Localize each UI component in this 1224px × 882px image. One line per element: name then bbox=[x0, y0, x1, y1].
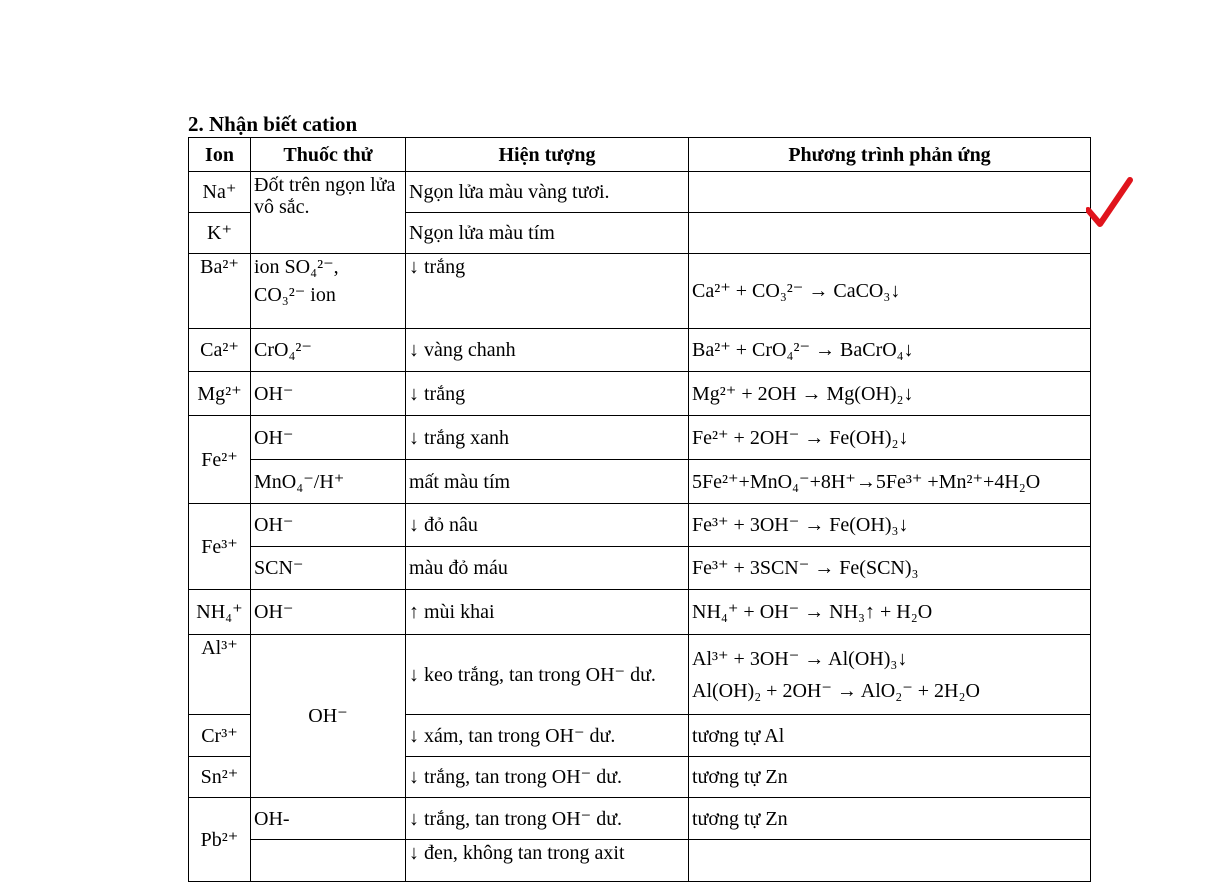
ion-cell: Cr³⁺ bbox=[189, 715, 251, 757]
phenomenon-cell: màu đỏ máu bbox=[406, 547, 689, 590]
phenomenon-cell: Ngọn lửa màu vàng tươi. bbox=[406, 172, 689, 213]
ion-cell: K⁺ bbox=[189, 213, 251, 254]
equation-cell: tương tự Al bbox=[689, 715, 1091, 757]
equation-line: Al³⁺ + 3OH⁻ → Al(OH)₃↓ bbox=[692, 647, 908, 670]
equation-cell: NH₄⁺ + OH⁻ → NH₃↑ + H₂O bbox=[689, 590, 1091, 635]
reagent-cell: OH⁻ bbox=[251, 372, 406, 416]
reagent-cell: OH⁻ bbox=[251, 590, 406, 635]
phenomenon-cell: ↑ mùi khai bbox=[406, 590, 689, 635]
ion-cell: Al³⁺ bbox=[189, 635, 251, 715]
reagent-line: CO₃²⁻ ion bbox=[254, 284, 336, 306]
equation-cell: Fe³⁺ + 3OH⁻ → Fe(OH)₃↓ bbox=[689, 504, 1091, 547]
table-row bbox=[189, 460, 1091, 504]
reagent-cell: CrO₄²⁻ bbox=[251, 329, 406, 372]
header-ion: Ion bbox=[189, 138, 251, 172]
table-row bbox=[189, 416, 1091, 460]
phenomenon-cell: ↓ vàng chanh bbox=[406, 329, 689, 372]
phenomenon-cell: ↓ đỏ nâu bbox=[406, 504, 689, 547]
table-row bbox=[189, 504, 1091, 547]
ion-cell: Pb²⁺ bbox=[189, 798, 251, 882]
table-row bbox=[189, 254, 1091, 329]
reagent-cell bbox=[251, 254, 406, 329]
reagent-cell: OH⁻ bbox=[251, 416, 406, 460]
table-row bbox=[189, 329, 1091, 372]
reagent-cell bbox=[251, 840, 406, 882]
equation-cell: Fe²⁺ + 2OH⁻ → Fe(OH)₂↓ bbox=[689, 416, 1091, 460]
reagent-cell: SCN⁻ bbox=[251, 547, 406, 590]
check-mark-icon bbox=[1086, 176, 1136, 238]
section-heading: 2. Nhận biết cation bbox=[188, 112, 358, 136]
ion-cell: Fe³⁺ bbox=[189, 504, 251, 590]
equation-cell: tương tự Zn bbox=[689, 798, 1091, 840]
equation-cell bbox=[689, 635, 1091, 715]
header-phenomenon: Hiện tượng bbox=[406, 138, 689, 172]
reagent-cell: OH⁻ bbox=[251, 635, 406, 798]
table-row bbox=[189, 590, 1091, 635]
equation-cell bbox=[689, 840, 1091, 882]
phenomenon-cell: ↓ trắng bbox=[406, 254, 689, 329]
phenomenon-cell: ↓ đen, không tan trong axit bbox=[406, 840, 689, 882]
table-row bbox=[189, 635, 1091, 715]
ion-cell: Ca²⁺ bbox=[189, 329, 251, 372]
phenomenon-cell: ↓ trắng, tan trong OH⁻ dư. bbox=[406, 798, 689, 840]
reagent-line: ion SO₄²⁻, bbox=[254, 256, 339, 278]
phenomenon-cell: Ngọn lửa màu tím bbox=[406, 213, 689, 254]
ion-cell: Mg²⁺ bbox=[189, 372, 251, 416]
table-header-row bbox=[189, 138, 1091, 172]
equation-cell bbox=[689, 213, 1091, 254]
equation-cell: tương tự Zn bbox=[689, 757, 1091, 798]
table-row bbox=[189, 372, 1091, 416]
ion-cell: Ba²⁺ bbox=[189, 254, 251, 329]
reagent-cell: Đốt trên ngọn lửa vô sắc. bbox=[251, 172, 406, 254]
table-row bbox=[189, 547, 1091, 590]
phenomenon-cell: mất màu tím bbox=[406, 460, 689, 504]
ion-cell: Fe²⁺ bbox=[189, 416, 251, 504]
equation-cell: Ba²⁺ + CrO₄²⁻ → BaCrO₄↓ bbox=[689, 329, 1091, 372]
equation-cell: Mg²⁺ + 2OH → Mg(OH)₂↓ bbox=[689, 372, 1091, 416]
equation-cell: 5Fe²⁺+MnO₄⁻+8H⁺→5Fe³⁺ +Mn²⁺+4H₂O bbox=[689, 460, 1091, 504]
equation-cell bbox=[689, 172, 1091, 213]
equation-cell: Ca²⁺ + CO₃²⁻ → CaCO₃↓ bbox=[689, 254, 1091, 329]
reagent-cell: MnO₄⁻/H⁺ bbox=[251, 460, 406, 504]
ion-cell: NH₄⁺ bbox=[189, 590, 251, 635]
table-row bbox=[189, 798, 1091, 840]
table-row bbox=[189, 840, 1091, 882]
header-reagent: Thuốc thử bbox=[251, 138, 406, 172]
table-row bbox=[189, 172, 1091, 213]
phenomenon-cell: ↓ trắng xanh bbox=[406, 416, 689, 460]
ion-cell: Sn²⁺ bbox=[189, 757, 251, 798]
cation-identification-table bbox=[188, 137, 1091, 882]
reagent-cell: OH⁻ bbox=[251, 504, 406, 547]
phenomenon-cell: ↓ xám, tan trong OH⁻ dư. bbox=[406, 715, 689, 757]
equation-line: Al(OH)₂ + 2OH⁻ → AlO₂⁻ + 2H₂O bbox=[692, 679, 980, 702]
phenomenon-cell: ↓ keo trắng, tan trong OH⁻ dư. bbox=[406, 635, 689, 715]
reagent-cell: OH- bbox=[251, 798, 406, 840]
equation-cell: Fe³⁺ + 3SCN⁻ → Fe(SCN)₃ bbox=[689, 547, 1091, 590]
phenomenon-cell: ↓ trắng, tan trong OH⁻ dư. bbox=[406, 757, 689, 798]
phenomenon-cell: ↓ trắng bbox=[406, 372, 689, 416]
ion-cell: Na⁺ bbox=[189, 172, 251, 213]
header-equation: Phương trình phản ứng bbox=[689, 138, 1091, 172]
